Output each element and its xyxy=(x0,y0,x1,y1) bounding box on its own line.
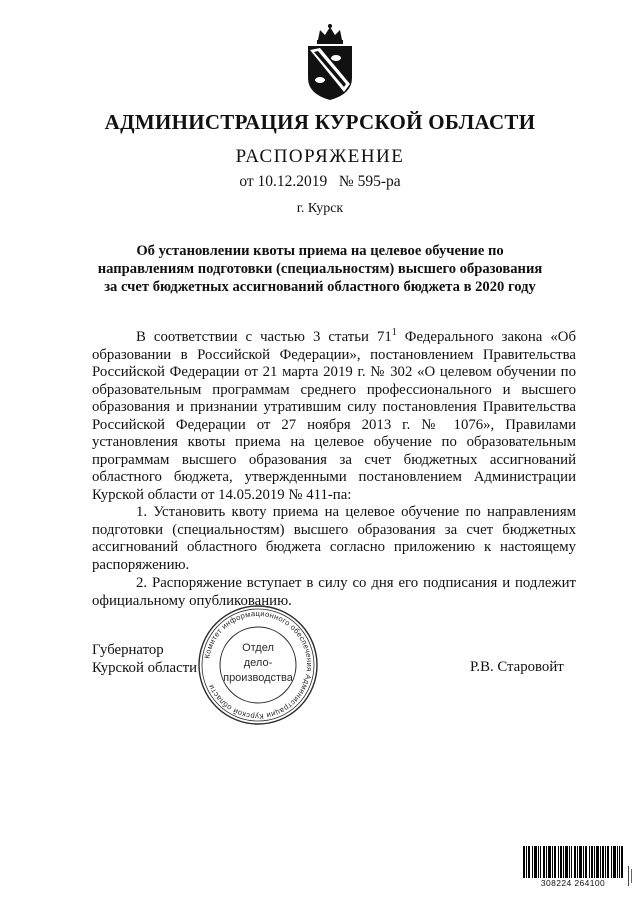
paragraph-line: подготовки (специальностям) высшего образования за счет бюджетных xyxy=(92,521,576,538)
title-line: за счет бюджетных ассигнований областного бюджета в 2020 году xyxy=(104,279,536,295)
paragraph-line: образования и признании утратившим силу постановления Правительства xyxy=(92,399,576,415)
document-city: г. Курск xyxy=(296,201,344,216)
paragraph-line: образовании в Российской Федерации», постановлением Правительства xyxy=(92,346,576,363)
paragraph-line: программам высшего образования за счет бюджетных ассигнований xyxy=(92,451,576,468)
paragraph-line: образовательным программам среднего профессионального и высшего xyxy=(92,381,576,398)
title-line: направлениям подготовки (специальностям) высшего образования xyxy=(97,261,543,277)
document-number: от 10.12.2019 № 595-ра xyxy=(239,173,401,190)
document-title xyxy=(90,242,550,296)
stamp-outer-text: Комитет информационного обеспечения Администрации Курской области xyxy=(202,608,315,722)
paragraph-item-1 xyxy=(92,504,576,574)
paragraph-line: Российской Федерации от 21 марта 2019 г. № 302 «О целевом обучении по xyxy=(92,364,576,380)
paragraph-line: официальному опубликованию. xyxy=(92,592,292,609)
stamp-inner-line: производства xyxy=(223,672,293,684)
office-stamp xyxy=(196,603,320,727)
stamp-inner-line: дело- xyxy=(243,657,273,669)
paragraph-line: Российской Федерации от 27 ноября 2013 г. № 1076», Правилами xyxy=(92,416,576,433)
superscript: 1 xyxy=(391,327,397,339)
margin-mark-icon xyxy=(626,866,634,886)
paragraph-line: В соответствии с частью 3 статьи $71^1$ Федерального закона «Об xyxy=(136,327,576,345)
paragraph-item-2 xyxy=(92,575,576,610)
paragraph-line: ассигнований областного бюджета согласно приложению к настоящему xyxy=(92,539,576,555)
paragraph-line: распоряжению. xyxy=(92,556,190,573)
barcode-icon xyxy=(523,846,623,878)
barcode-number: 308224 264100 xyxy=(540,878,606,888)
stamp-inner-line: Отдел xyxy=(242,642,274,654)
document-type: РАСПОРЯЖЕНИЕ xyxy=(235,146,405,167)
paragraph-preamble xyxy=(92,329,576,504)
signatory-name: Р.В. Старовойт xyxy=(470,659,564,675)
paragraph-line: установления квоты приема на целевое обучение по образовательным xyxy=(92,434,576,450)
paragraph-line: 1. Установить квоту приема на целевое обучение по направлениям xyxy=(136,504,576,520)
paragraph-line: областного бюджета, утвержденными постановлением Администрации xyxy=(92,469,576,485)
kursk-coat-of-arms-icon xyxy=(298,22,362,102)
signatory-position: Губернатор Курской области xyxy=(92,642,198,676)
title-line: Об установлении квоты приема на целевое обучение по xyxy=(136,243,504,259)
paragraph-line: Курской области от 14.05.2019 № 411-па: xyxy=(92,486,352,503)
organization-name: АДМИНИСТРАЦИЯ КУРСКОЙ ОБЛАСТИ xyxy=(104,110,536,134)
paragraph-line: 2. Распоряжение вступает в силу со дня его подписания и подлежит xyxy=(136,575,576,591)
